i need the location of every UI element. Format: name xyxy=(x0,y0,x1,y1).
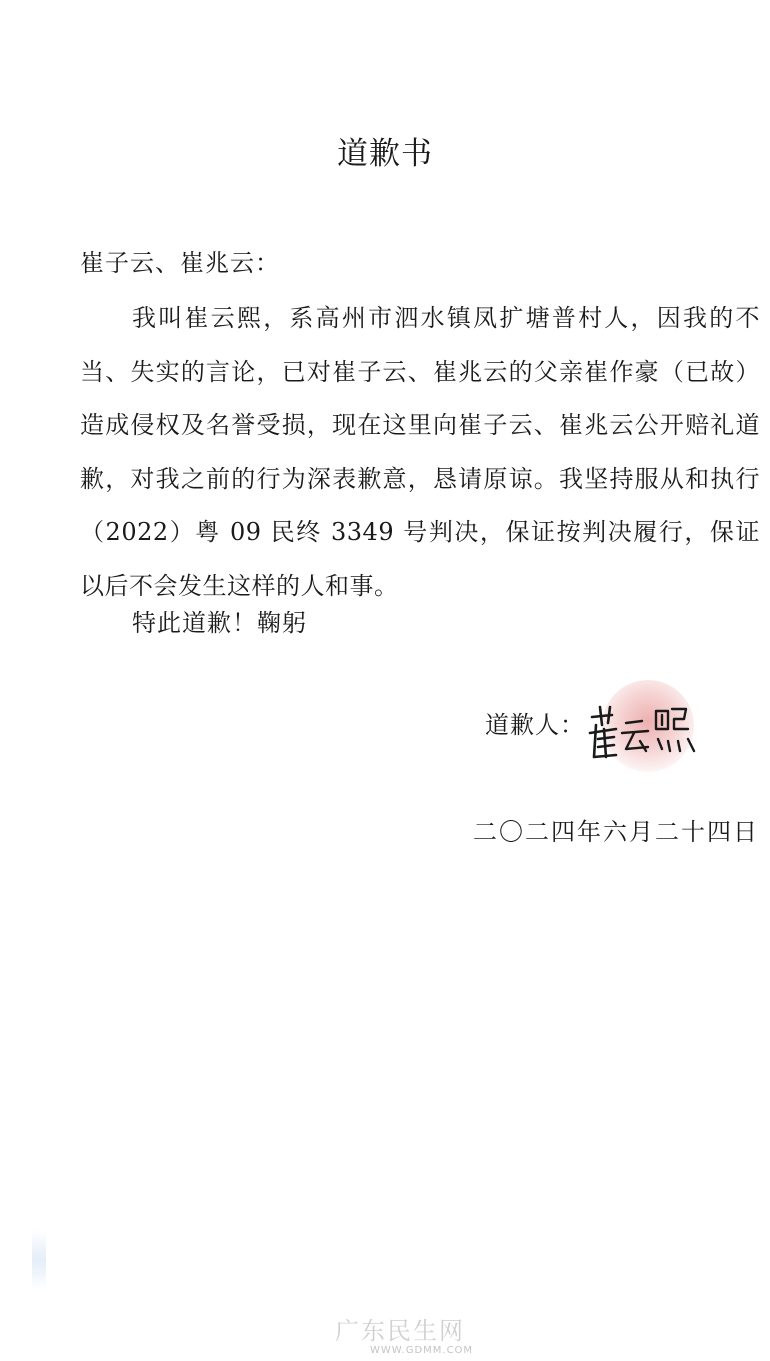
watermark-logo-text: 广东民生网 xyxy=(335,1317,465,1345)
closing-line: 特此道歉！鞠躬 xyxy=(132,609,307,637)
watermark-logo xyxy=(300,1315,500,1345)
signer-label: 道歉人： xyxy=(485,711,585,739)
watermark-url: WWW.GDMM.COM xyxy=(370,1345,474,1356)
document-title: 道歉书 xyxy=(337,136,433,172)
apology-body: 我叫崔云熙，系高州市泗水镇凤扩塘普村人，因我的不当、失实的言论，已对崔子云、崔兆云的父亲崔作豪（已故）造成侵权及名誉受损，现在这里向崔子云、崔兆云公开赔礼道歉，对我之前的行为深表歉意，恳请原谅。我坚持服从和执行（2022）粤 09 民终 3349 号判决，保证按判决履行，保证以后不会发生这样的人和事。 xyxy=(80,304,760,600)
salutation: 崔子云、崔兆云： xyxy=(80,249,280,277)
scan-artifact xyxy=(32,1230,46,1290)
document-date: 二〇二四年六月二十四日 xyxy=(473,818,759,846)
handwritten-signature xyxy=(582,695,702,765)
site-watermark xyxy=(300,1315,500,1361)
